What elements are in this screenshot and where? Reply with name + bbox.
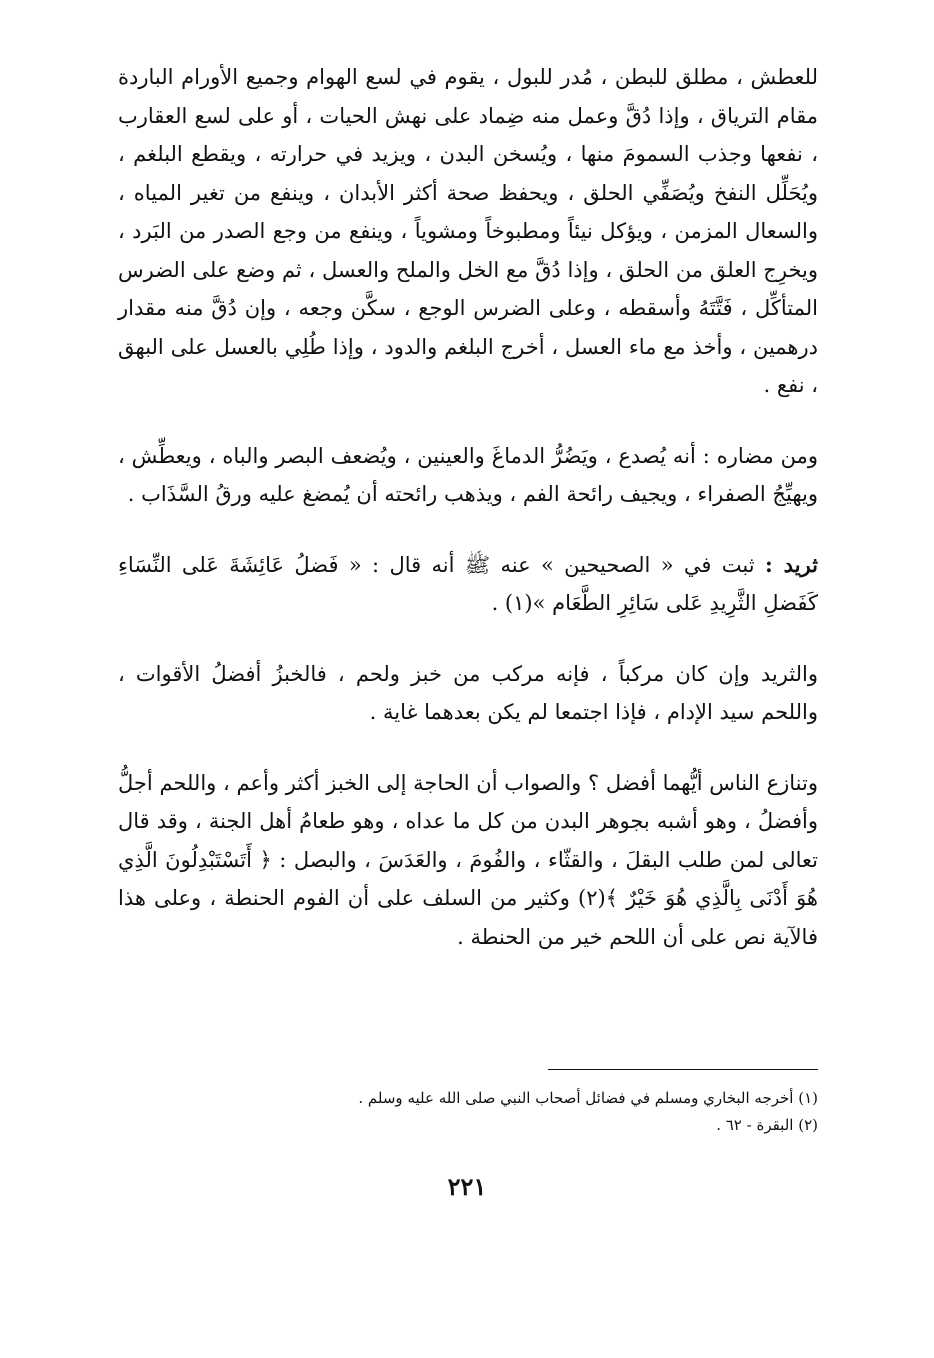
footnote-divider <box>548 1069 818 1070</box>
paragraph-garlic-benefits: للعطش ، مطلق للبطن ، مُدر للبول ، يقوم في لسع الهوام وجميع الأورام الباردة مقام الترياق ، وإذا دُقَّ وعمل منه ضِماد على نهش الحيات ، أو على لسع العقارب ، نفعها وجذب السمومَ منها ، ويُسخن البدن ، ويزيد في حرارته ، ويقطع البلغم ، ويُحَلِّل النفخ ويُصَفِّي الحلق ، ويحفظ صحة أكثر الأبدان ، وينفع من تغير المياه ، والسعال المزمن ، ويؤكل نيئاً ومطبوخاً ومشوياً ، وينفع من وجع الصدر من البَرد ، ويخرِج العلق من الحلق ، وإذا دُقَّ مع الخل والملح والعسل ، ثم وضع على الضرس المتأكِّل ، فَتَّتَهُ وأسقطه ، وعلى الضرس الوجع ، سكَّن وجعه ، وإن دُقَّ منه مقدار درهمين ، وأخذ مع ماء العسل ، أخرج البلغم والدود ، وإذا طُلِي بالعسل على البهق ، نفع . <box>118 65 818 397</box>
page-number: ٢٢١ <box>447 1172 487 1201</box>
footnotes <box>118 1085 818 1139</box>
paragraph-gap <box>118 405 818 437</box>
paragraph-garlic-harms: ومن مضاره : أنه يُصدع ، ويَضُرُّ الدماغَ والعينين ، ويُضعف البصر والباه ، ويعطِّش ، ويهيِّجُ الصفراء ، ويجيف رائحة الفم ، ويذهب رائحته أن يُمضغ عليه ورقُ السَّذَاب . <box>118 443 818 506</box>
paragraph-tharid-hadith <box>118 546 818 623</box>
paragraph-gap <box>118 514 818 546</box>
entry-text: ثبت في « الصحيحين » عنه ﷺ أنه قال : « فَضلُ عَائِشَةَ عَلى النِّسَاءِ كَفَضلِ الثَّرِيدِ عَلى سَائِرِ الطَّعَام »(١) . <box>118 552 818 615</box>
page-body <box>118 58 818 956</box>
paragraph-gap <box>118 732 818 764</box>
paragraph-tharid-composition: والثريد وإن كان مركباً ، فإنه مركب من خبز ولحم ، فالخبزُ أفضلُ الأقوات ، واللحم سيد الإدام ، فإذا اجتمعا لم يكن بعدهما غاية . <box>118 661 818 724</box>
footnote-2: (٢) البقرة - ٦٢ . <box>716 1116 818 1134</box>
paragraph-gap <box>118 623 818 655</box>
footnote-1: (١) أخرجه البخاري ومسلم في فضائل أصحاب النبي صلى الله عليه وسلم . <box>358 1089 818 1107</box>
paragraph-bread-vs-meat: وتنازع الناس أيُّهما أفضل ؟ والصواب أن الحاجة إلى الخبز أكثر وأعم ، واللحم أجلُّ وأفضلُ ، وهو أشبه بجوهر البدن من كل ما عداه ، وهو طعامُ أهل الجنة ، وقد قال تعالى لمن طلب البقلَ ، والقثّاء ، والفُومَ ، والعَدَسَ ، والبصل : ﴿ أَتَسْتَبْدِلُونَ الَّذِي هُوَ أَدْنَى بِالَّذِي هُوَ خَيْرٌ ﴾(٢) وكثير من السلف على أن الفوم الحنطة ، وعلى هذا فالآية نص على أن اللحم خير من الحنطة . <box>118 770 819 949</box>
entry-keyword: ثريد : <box>764 551 818 577</box>
